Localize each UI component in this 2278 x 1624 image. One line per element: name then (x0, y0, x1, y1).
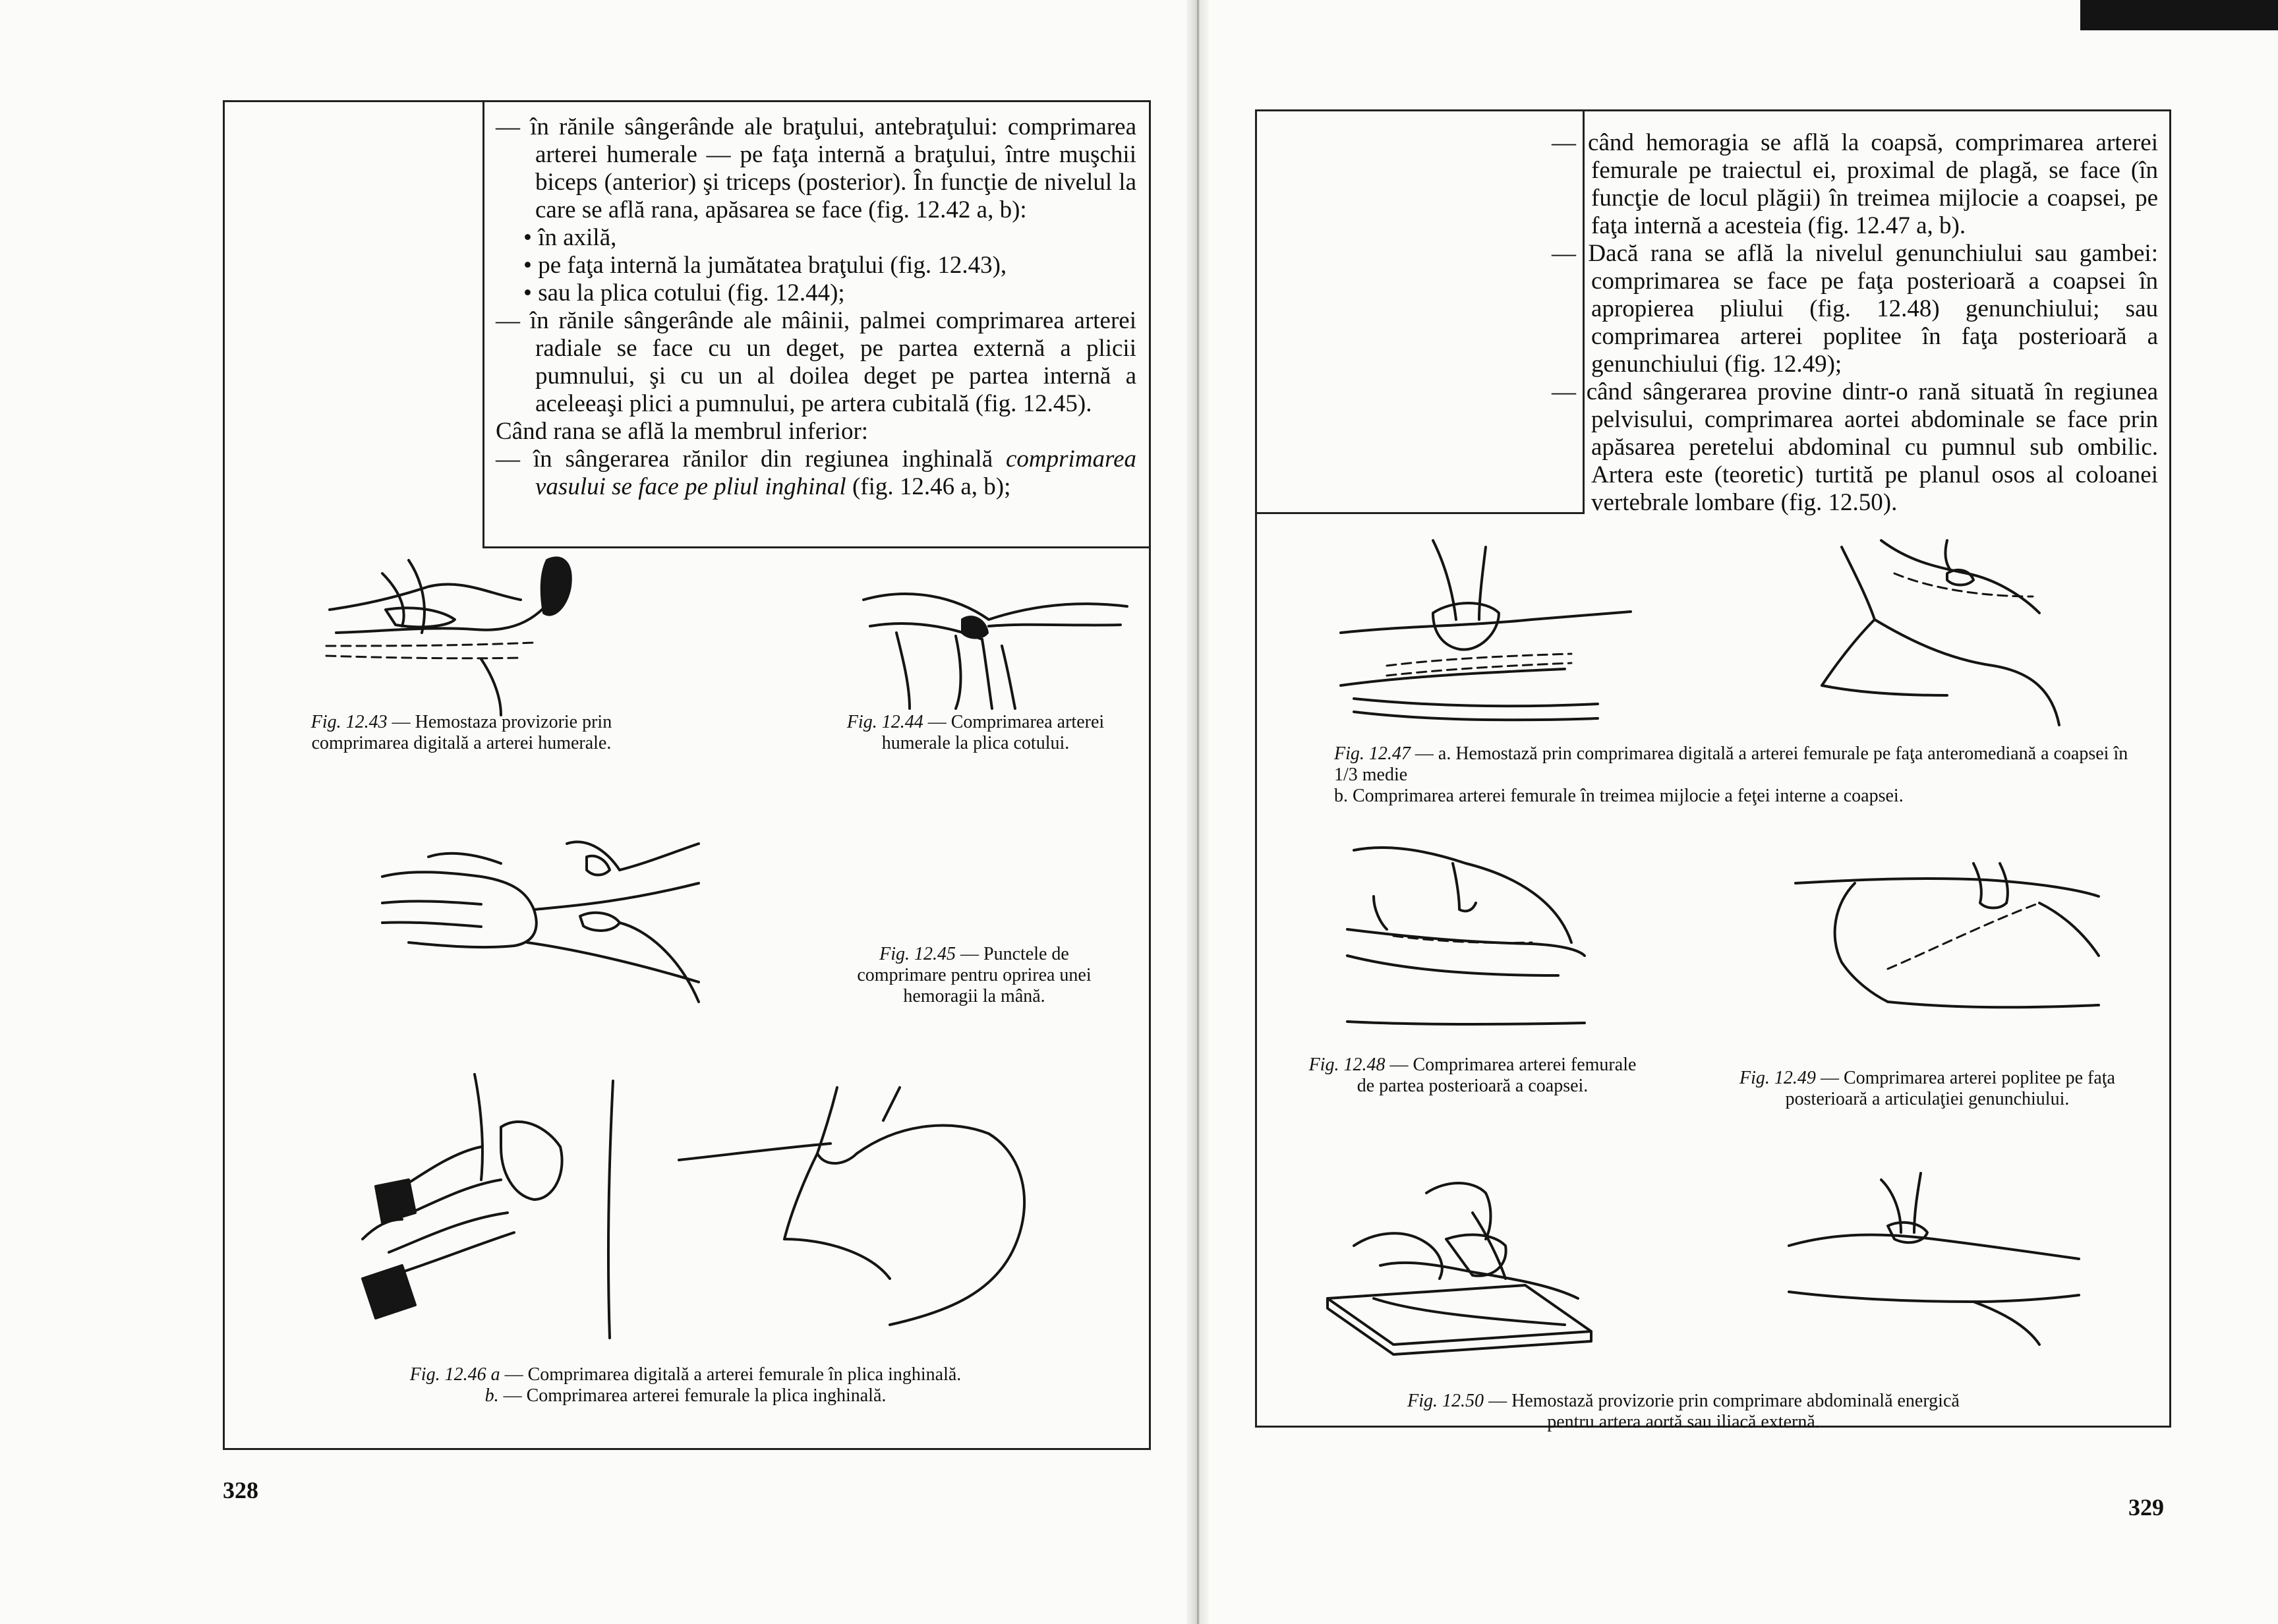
left-text-item-4 (496, 446, 1136, 501)
fig-12-50-text: — Hemostază provizorie prin comprimare abdominală energică pentru artera aortă sau iliacă externă. (1484, 1391, 1960, 1432)
fig-12-44-illustration (857, 560, 1134, 712)
fig-12-50-label: Fig. 12.50 (1407, 1391, 1484, 1411)
fig-12-44-label: Fig. 12.44 (846, 712, 923, 732)
page-number-left: 328 (223, 1477, 258, 1503)
fig-12-46-b-text: — Comprimarea arterei femurale la plica inghinală. (498, 1385, 887, 1406)
right-text-item-1: — când hemoragia se află la coapsă, comprimarea arterei femurale pe traiectul ei, proximal de plagă, se face (în funcţie de locul plăgii) în treimea mijlocie a coapsei, pe faţa internă a acesteia (fig. 12.47 a, b). (1552, 129, 2158, 239)
book-spine (1186, 0, 1209, 1624)
fig-12-48-caption (1308, 1055, 1637, 1097)
right-text-item-2: — Dacă rana se află la nivelul genunchiului sau gambei: comprimarea se face pe faţa posterioară a coapsei în apropierea pliului (fig. 12.48) genunchiului; sau comprimarea arterei poplitee în faţa posterioară a genunchiului (fig. 12.49); (1552, 240, 2158, 378)
fig-12-47-b-text: Comprimarea arterei femurale în treimea mijlocie a feţei interne a coapsei. (1348, 786, 1904, 806)
left-text-item-2: — în rănile sângerânde ale mâinii, palmei comprimarea arterei radiale se face cu un deget, pe partea externă a plicii pumnului, şi cu un al doilea deget pe partea internă a aceleeaşi plici a pumnului, pe artera cubitală (fig. 12.45). (496, 307, 1136, 417)
fig-12-44-text: — Comprimarea arterei humerale la plica cotului. (881, 712, 1105, 753)
fig-12-49-caption (1736, 1068, 2118, 1110)
left-bullet-2: • pe faţa internă la jumătatea braţului (fig. 12.43), (523, 252, 1007, 279)
fig-12-46-caption (330, 1364, 1041, 1406)
left-text-item-1: — în rănile sângerânde ale braţului, antebraţului: comprimarea arterei humerale — pe faţa internă a braţului, între muşchii biceps (anterior) şi triceps (posterior). În funcţie de nivelul la care se află rana, apăsarea se face (fig. 12.42 a, b): (496, 113, 1136, 223)
right-text-item-3: — când sângerarea provine dintr-o rană situată în regiunea pelvisului, comprimarea aortei abdominale se face prin apăsarea peretelui abdominal cu pumnul sub ombilic. Artera este (teoretic) turtită pe planul osos al coloanei vertebrale lombare (fig. 12.50). (1552, 378, 2158, 516)
left-text-item-4-italic: comprimarea vasului se face pe pliul inghinal (535, 446, 1136, 500)
left-bullet-1: • în axilă, (523, 224, 617, 251)
fig-12-47-caption (1334, 743, 2145, 807)
left-text-block (496, 113, 1136, 501)
fig-12-47-a-caption (1334, 743, 2145, 786)
fig-12-44-caption (837, 712, 1114, 754)
fig-12-48-text: — Comprimarea arterei femurale de partea posterioară a coapsei. (1357, 1055, 1637, 1096)
fig-12-46-b-label: b. (484, 1385, 499, 1406)
fig-12-43-caption (277, 712, 646, 754)
fig-12-43-label: Fig. 12.43 (310, 712, 388, 732)
fig-12-49-label: Fig. 12.49 (1739, 1068, 1816, 1088)
left-text-item-4-start: — în sângerarea rănilor din regiunea inghinală (496, 446, 1006, 473)
fig-12-49-text: — Comprimarea arterei poplitee pe faţa posterioară a articulaţiei genunchiului. (1785, 1068, 2115, 1109)
fig-12-48-illustration (1334, 837, 1624, 1035)
fig-12-48-label: Fig. 12.48 (1308, 1055, 1386, 1075)
fig-12-43-text: — Hemostaza provizorie prin comprimarea digitală a arterei humerale. (311, 712, 612, 753)
fig-12-47-b-caption (1334, 786, 2145, 807)
fig-12-47-b-illustration (1815, 534, 2092, 732)
fig-12-47-a-illustration (1334, 534, 1637, 732)
fig-12-46-a-illustration (349, 1068, 626, 1345)
fig-12-46-b-illustration (672, 1081, 1041, 1338)
right-text-box-border (1255, 109, 1585, 514)
fig-12-43-illustration (323, 547, 600, 718)
fig-12-49-illustration (1789, 850, 2105, 1035)
fig-12-46-a-label: Fig. 12.46 a (409, 1364, 500, 1385)
fig-12-46-a-text: — Comprimarea digitală a arterei femurale în plica inghinală. (500, 1364, 962, 1385)
fig-12-50-caption (1393, 1391, 1973, 1433)
fig-12-47-b-label: b. (1334, 786, 1348, 806)
left-bullet-3: • sau la plica cotului (fig. 12.44); (523, 279, 845, 306)
fig-12-47-a-text: — a. Hemostază prin comprimarea digitală a arterei femurale pe faţa anteromediană a coapsei în 1/3 medie (1334, 743, 2128, 785)
right-text-block (1552, 129, 2158, 517)
fig-12-50-illustration (1314, 1167, 2092, 1378)
fig-12-45-illustration (369, 830, 712, 1022)
fig-12-45-text: — Punctele de comprimare pentru oprirea unei hemoragii la mână. (857, 944, 1092, 1006)
right-page (1209, 0, 2278, 1624)
left-text-item-3: Când rana se află la membrul inferior: (496, 418, 869, 445)
fig-12-45-caption (836, 944, 1113, 1007)
fig-12-45-label: Fig. 12.45 (879, 944, 956, 964)
left-text-item-4-tail: (fig. 12.46 a, b); (846, 473, 1011, 500)
fig-12-47-a-label: Fig. 12.47 (1334, 743, 1411, 764)
page-number-right: 329 (2128, 1494, 2164, 1521)
fig-12-46-a-caption (330, 1364, 1041, 1385)
fig-12-46-b-caption (330, 1385, 1041, 1406)
